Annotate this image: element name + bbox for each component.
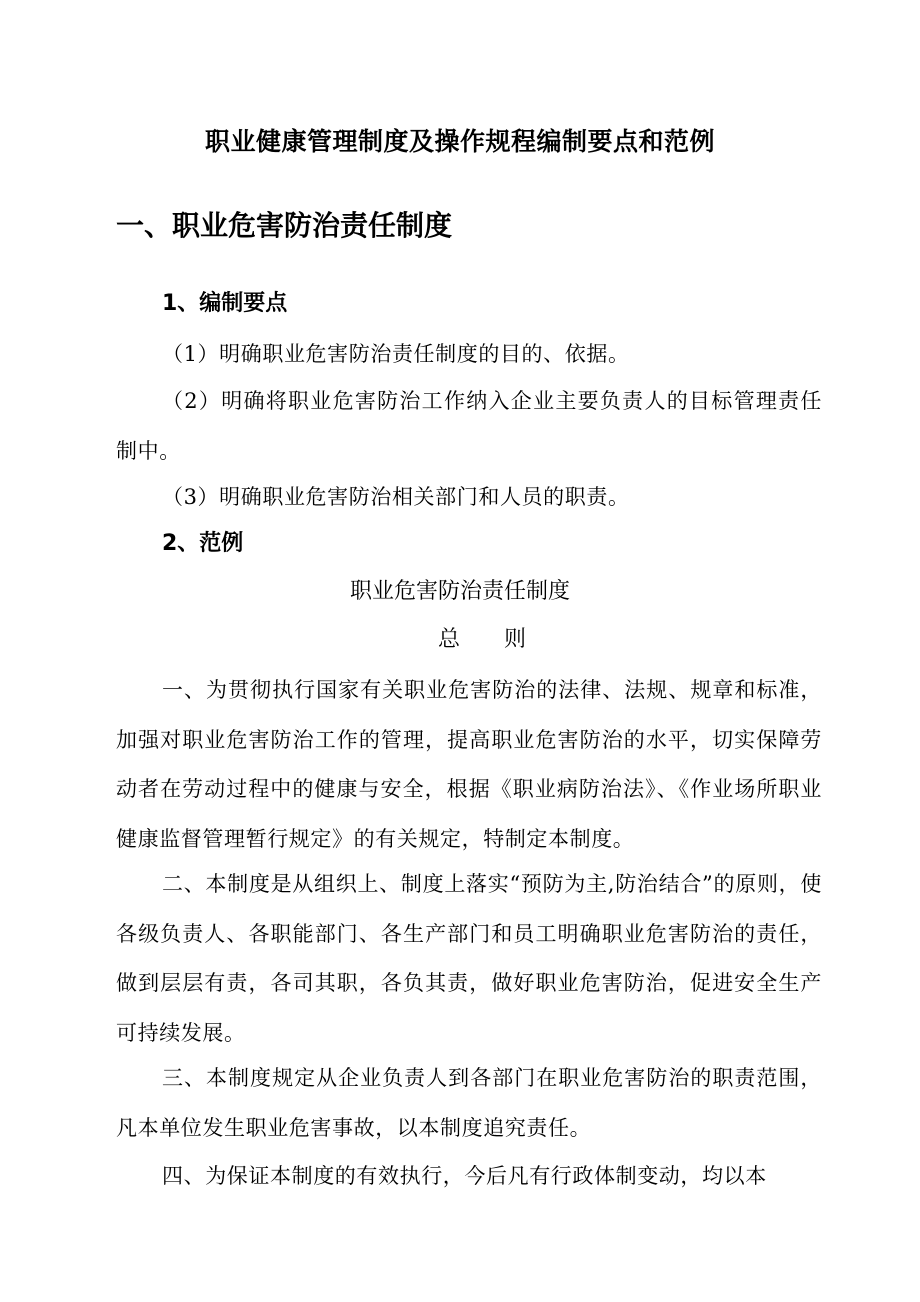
example-title: 职业危害防治责任制度 — [349, 579, 570, 604]
document-title: 职业健康管理制度及操作规程编制要点和范例 — [204, 127, 715, 156]
section-heading: 一、职业危害防治责任制度 — [116, 209, 453, 242]
paragraph-1: 一、为贯彻执行国家有关职业危害防治的法律、法规、规章和标准，加强对职业危害防治工作的管理，提高职业危害防治的水平，切实保障劳动者在劳动过程中的健康与安全，根据《职业病防治法》、《作业场所职业健康监督管理暂行规定》的有关规定，特制定本制度。 — [116, 678, 822, 851]
key-point-1: （1）明确职业危害防治责任制度的目的、依据。 — [162, 342, 630, 366]
paragraph-2: 二、本制度是从组织上、制度上落实“预防为主,防治结合”的原则，使各级负责人、各职能部门、各生产部门和员工明确职业危害防治的责任，做到层层有责，各司其职，各负其责，做好职业危害防治，促进安全生产可持续发展。 — [116, 872, 822, 1045]
key-point-2: （2）明确将职业危害防治工作纳入企业主要负责人的目标管理责任制中。 — [116, 389, 822, 463]
subsection-heading-example: 2、范例 — [162, 531, 244, 556]
paragraph-3: 三、本制度规定从企业负责人到各部门在职业危害防治的职责范围，凡本单位发生职业危害事故，以本制度追究责任。 — [116, 1066, 822, 1140]
key-point-3: （3）明确职业危害防治相关部门和人员的职责。 — [162, 485, 630, 509]
paragraph-4: 四、为保证本制度的有效执行，今后凡有行政体制变动，均以本 — [162, 1164, 767, 1188]
general-provisions-title: 总则 — [437, 627, 570, 652]
subsection-heading-key-points: 1、编制要点 — [162, 291, 288, 316]
